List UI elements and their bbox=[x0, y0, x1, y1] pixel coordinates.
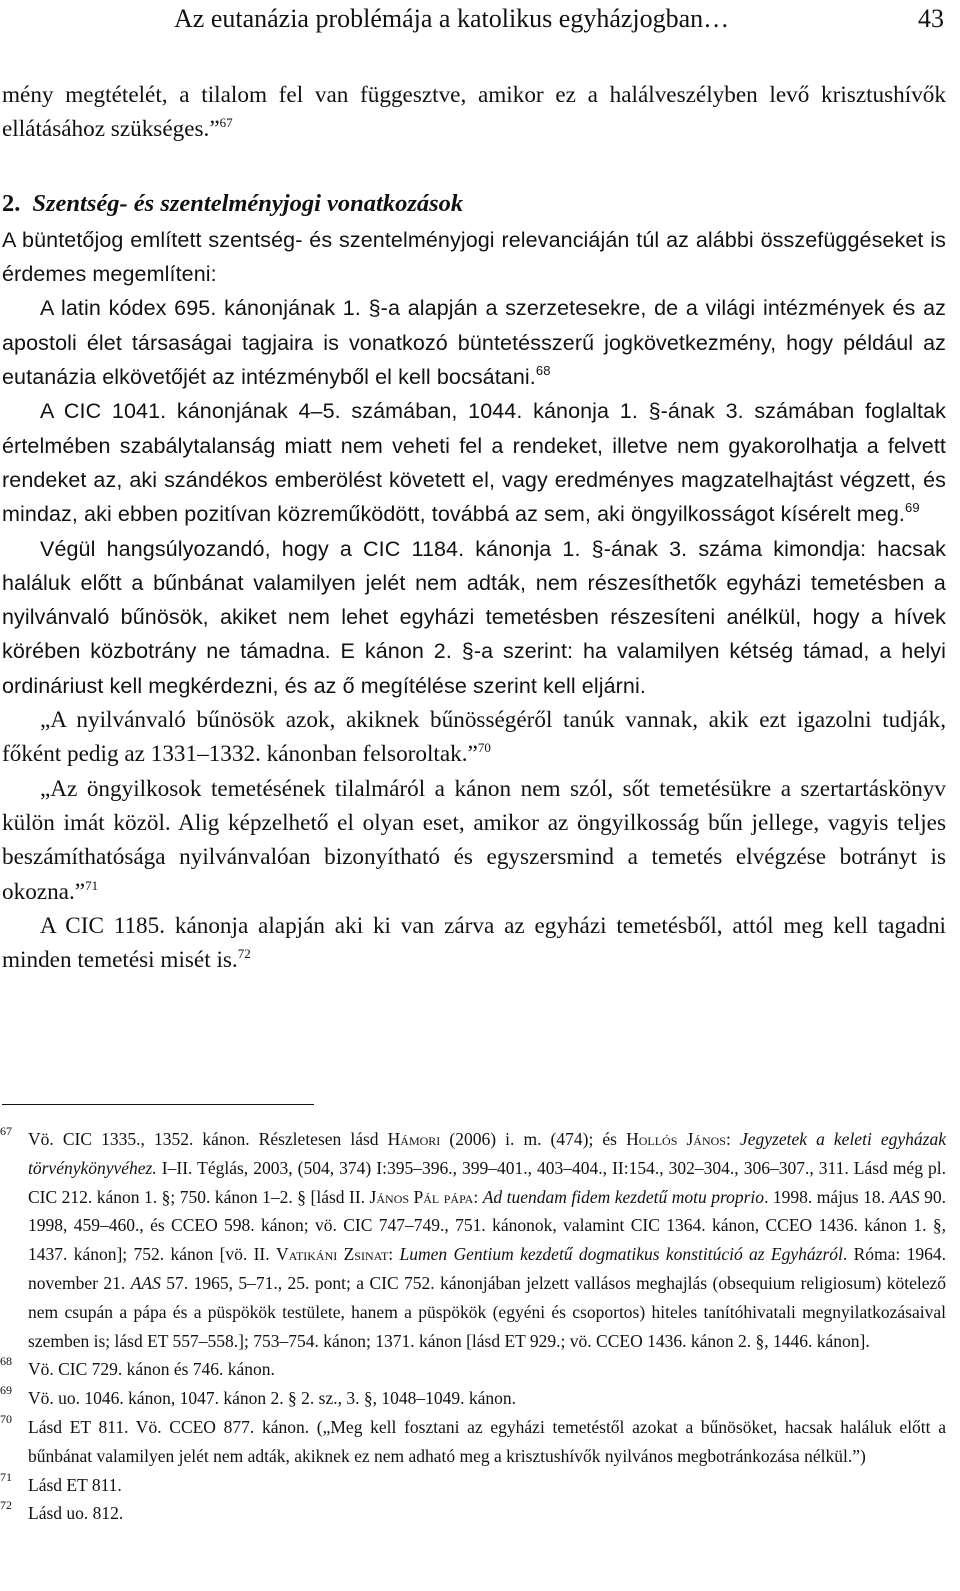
paragraph: mény megtételét, a tilalom fel van függesztve, amikor ez a halálveszélyben levő krisztushívők ellátásához szükséges.”$^{67}$ bbox=[2, 82, 946, 143]
footnote-number: 72 bbox=[0, 1498, 12, 1513]
footnote-number: 67 bbox=[0, 1124, 12, 1138]
paragraph: Végül hangsúlyozandó, hogy a CIC 1184. kánonja 1. §-ának 3. száma kimondja: hacsak haláluk előtt a bűnbánat valamilyen jelét nem adták, nem részesíthetők egyházi temetésben a nyilvánvaló bűnösök, akiket nem lehet egyházi temetésben részesíteni anélkül, hogy a hívek körében közbotrány ne támadna. E kánon 2. §-a szerint: ha valamilyen kétség támad, a helyi ordináriust kell megkérdezni, és az ő megítélése szerint kell eljárni. bbox=[2, 536, 946, 698]
footnotes bbox=[0, 1125, 946, 1528]
footnote-ref: 69 bbox=[905, 500, 920, 516]
section-number: 2. bbox=[2, 189, 21, 217]
footnote: 70 Lásd ET 811. Vö. CCEO 877. kánon. („Meg kell fosztani az egyházi temetéstől azokat a bűnösöket, hacsak haláluk előtt a bűnbánat valamilyen jelét nem adták, akiknek ez nem adható meg a krisztushívők nyilvános megbotránkozása nélkül.”) bbox=[0, 1411, 946, 1466]
section-title: Szentség- és szentelményjogi vonatkozások bbox=[32, 189, 464, 217]
footnote: 72 Lásd uo. 812. bbox=[0, 1498, 124, 1524]
section-heading bbox=[2, 187, 946, 221]
footnote-ref: 68 bbox=[535, 363, 551, 379]
footnote-number: 71 bbox=[0, 1469, 12, 1484]
footnote-number: 69 bbox=[0, 1383, 12, 1398]
running-title: Az eutanázia problémája a katolikus egyházjogban… bbox=[174, 4, 730, 33]
paragraph: A latin kódex 695. kánonjának 1. §-a alapján a szerzetesekre, de a világi intézmények és az apostoli élet társaságai tagjaira is vonatkozó büntetésszerű jogkövetkezmény, hogy például az eutanázia elkövetőjét az intézményből el kell bocsátani.$^{68}$ bbox=[2, 296, 946, 390]
footnote-number: 70 bbox=[0, 1411, 12, 1426]
footnote-ref: 67 bbox=[219, 115, 233, 131]
main-text bbox=[2, 78, 946, 977]
footnote: 67 Vö. CIC 1335., 1352. kánon. Részletesen lásd Hámori (2006) i. m. (474); és Hollós János: Jegyzetek a keleti egyházak törvénykönyvéhez. I–II. Téglás, 2003, (504, 374) I:395–396., 399–401., 403–404., II:154., 302–304., 306–307., 311. Lásd még pl. CIC 212. kánon 1. §; 750. kánon 1–2. § [lásd II. János Pál pápa: Ad tuendam fidem kezdetű motu proprio. 1998. május 18. AAS 90. 1998, 459–460., és CCEO 598. kánon; vö. CIC 747–749., 751. kánonok, valamint CIC 1364. kánon, CCEO 1436. kánon 1. §, 1437. kánon]; 752. kánon [vö. II. Vatikáni Zsinat: Lumen Gentium kezdetű dogmatikus konstitúció az Egyházról. Róma: 1964. november 21. AAS 57. 1965, 5–71., 25. pont; a CIC 752. kánonjában jelzett vallásos meghajlás (obsequium religiosum) kötelező nem csupán a pápa és a püspökök testülete, hanem a püspökök (egyéni és csoportos) hiteles tanítóhivatali megnyilatkozásaival szemben is; lásd ET 557–558.]; 753–754. kánon; 1371. kánon [lásd ET 929.; vö. CCEO 1436. kánon 2. §, 1446. kánon]. bbox=[0, 1124, 947, 1351]
paragraph: A büntetőjog említett szentség- és szentelményjogi relevanciáján túl az alábbi összefüggéseket is érdemes megemlíteni: bbox=[2, 227, 946, 287]
footnote: 71 Lásd ET 811. bbox=[0, 1469, 122, 1495]
running-header bbox=[174, 4, 944, 40]
quote-paragraph: „A nyilvánvaló bűnösök azok, akiknek bűnösségéről tanúk vannak, akik ezt igazolni tudják, főként pedig az 1331–1332. kánonban felsoroltak.”$^{70}$ bbox=[2, 707, 946, 768]
paragraph: A CIC 1041. kánonjának 4–5. számában, 1044. kánonja 1. §-ának 3. számában foglaltak értelmében szabálytalanság miatt nem veheti fel a rendeket, illetve nem gyakorolhatja a felvett rendeket az, aki szándékos emberölést követett el, vagy eredményes magzatelhajtást végzett, és mindaz, aki ebben pozitívan közreműködött, továbbá az sem, aki öngyilkosságot kísérelt meg.$^{69}$ bbox=[2, 399, 946, 527]
footnote: 69 Vö. uo. 1046. kánon, 1047. kánon 2. § 2. sz., 3. §, 1048–1049. kánon. bbox=[0, 1383, 517, 1409]
paragraph: A CIC 1185. kánonja alapján aki ki van zárva az egyházi temetésből, attól meg kell tagadni minden temetési misét is.$^{72}$ bbox=[2, 912, 946, 974]
footnote-ref: 70 bbox=[477, 740, 491, 756]
footnote: 68 Vö. CIC 729. kánon és 746. kánon. bbox=[0, 1354, 275, 1380]
footnote-ref: 71 bbox=[85, 877, 99, 893]
page-number: 43 bbox=[918, 4, 944, 33]
footnote-divider bbox=[2, 1104, 314, 1105]
quote-paragraph: „Az öngyilkosok temetésének tilalmáról a kánon nem szól, sőt temetésükre a szertartáskönyv külön imát közöl. Alig képzelhető el olyan eset, amikor az öngyilkosság bűn jellege, vagyis teljes beszámíthatósága nyilvánvalóan bizonyítható és egyszersmind a temetés elvégzése botrányt is okozna.”$^{71}$ bbox=[2, 775, 946, 905]
footnote-ref: 72 bbox=[237, 946, 251, 962]
footnote-number: 68 bbox=[0, 1354, 12, 1369]
